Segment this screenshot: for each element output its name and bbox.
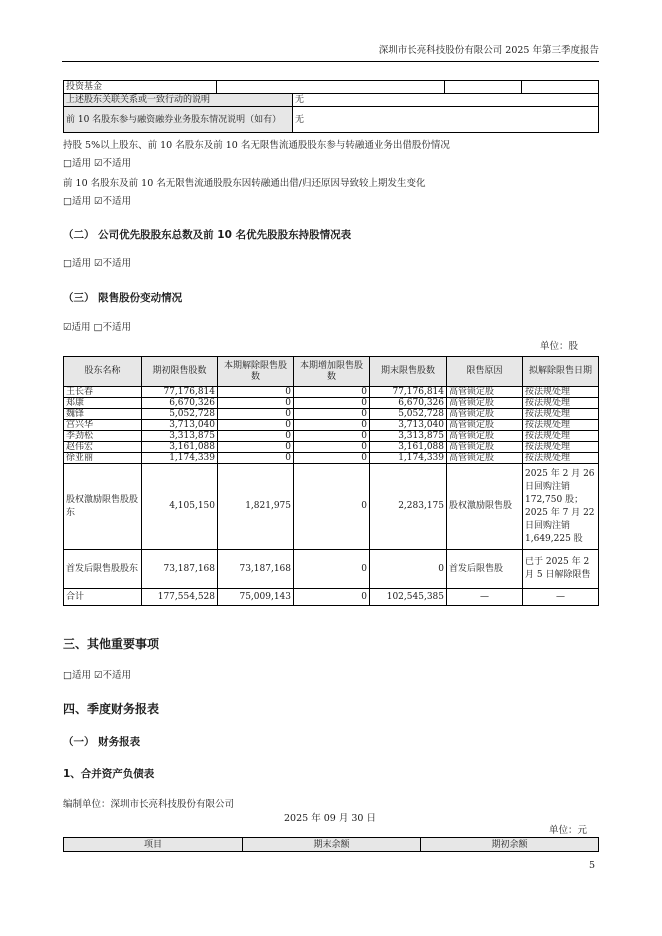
table-row-total: 合计 177,554,528 75,009,143 0 102,545,385 — — [64,589,599,606]
table-row: 郑康 6,670,326 0 0 6,670,326 高管锁定股 按法规处理 [64,398,599,409]
col-released: 本期解除限售股数 [218,357,294,387]
col-added: 本期增加限售股数 [294,357,370,387]
page-header: 深圳市长亮科技股份有限公司 2025 年第三季度报告 [378,45,599,56]
financial-statements-heading: 四、季度财务报表 [63,702,160,716]
restricted-table-header [64,357,599,387]
margin-trading-label: 前 10 名股东参与融资融券业务股东情况说明（如有） [64,107,293,133]
col-opening: 期初限售股数 [142,357,218,387]
restricted-shares-option: ☑适用 □不适用 [63,322,132,333]
lending-shares-option: □适用 ☑不适用 [63,158,132,169]
table-row: 李劲松 3,313,875 0 0 3,313,875 高管锁定股 按法规处理 [64,431,599,442]
col-shareholder: 股东名称 [64,357,142,387]
restricted-shares-heading: （三） 限售股份变动情况 [63,292,183,304]
col-closing-balance: 期末余额 [243,838,421,852]
financial-statements-subheading: （一） 财务报表 [63,736,141,748]
col-closing: 期末限售股数 [370,357,447,387]
header-rule [62,61,599,62]
table-row: 王长春 77,176,814 0 0 77,176,814 高管锁定股 按法规处理 [64,387,599,398]
lending-shares-text: 持股 5%以上股东、前 10 名股东及前 10 名无限售流通股股东参与转融通业务出借股份情况 [63,140,450,151]
lending-change-text: 前 10 名股东及前 10 名无限售流通股股东因转融通出借/归还原因导致较上期发生变化 [63,178,426,189]
preferred-shareholders-heading: （二） 公司优先股股东总数及前 10 名优先股股东持股情况表 [63,229,352,241]
col-item: 项目 [64,838,243,852]
compiler-unit: 编制单位：深圳市长亮科技股份有限公司 [63,799,235,810]
restricted-shares-table [63,356,599,606]
related-parties-value: 无 [293,94,599,107]
unit-yuan: 单位：元 [549,825,588,836]
other-matters-heading: 三、其他重要事项 [63,637,160,651]
col-reason: 限售原因 [447,357,523,387]
col-release-date: 拟解除限售日期 [523,357,599,387]
preferred-shareholders-option: □适用 ☑不适用 [63,258,132,269]
other-matters-option: □适用 ☑不适用 [63,670,132,681]
related-parties-label: 上述股东关联关系或一致行动的说明 [64,94,293,107]
investment-fund-label: 投资基金 [64,81,217,94]
table-row: 赵伟宏 3,161,088 0 0 3,161,088 高管锁定股 按法规处理 [64,442,599,453]
report-date: 2025 年 09 月 30 日 [284,813,376,824]
table-row-post-ipo: 首发后限售股股东 73,187,168 73,187,168 0 0 首发后限售股 已于 2025 年 2 月 5 日解除限售 [64,550,599,589]
margin-trading-value: 无 [293,107,599,133]
table-row: 徐亚丽 1,174,339 0 0 1,174,339 高管锁定股 按法规处理 [64,453,599,464]
unit-shares: 单位：股 [540,341,579,352]
page-number: 5 [589,860,596,871]
balance-sheet-table [63,837,599,852]
table-row: 魏锋 5,052,728 0 0 5,052,728 高管锁定股 按法规处理 [64,409,599,420]
col-opening-balance: 期初余额 [421,838,599,852]
shareholder-notes-table [63,80,599,133]
balance-sheet-heading: 1、合并资产负债表 [63,768,155,780]
table-row: 宫兴华 3,713,040 0 0 3,713,040 高管锁定股 按法规处理 [64,420,599,431]
lending-change-option: □适用 ☑不适用 [63,196,132,207]
table-row-equity-incentive: 股权激励限售股股东 4,105,150 1,821,975 0 2,283,175 股权激励限售股 2025 年 2 月 26 日回购注销 172,750 股；2025 年 7 月 22 日回购注销 1,649,225 股 [64,464,599,550]
